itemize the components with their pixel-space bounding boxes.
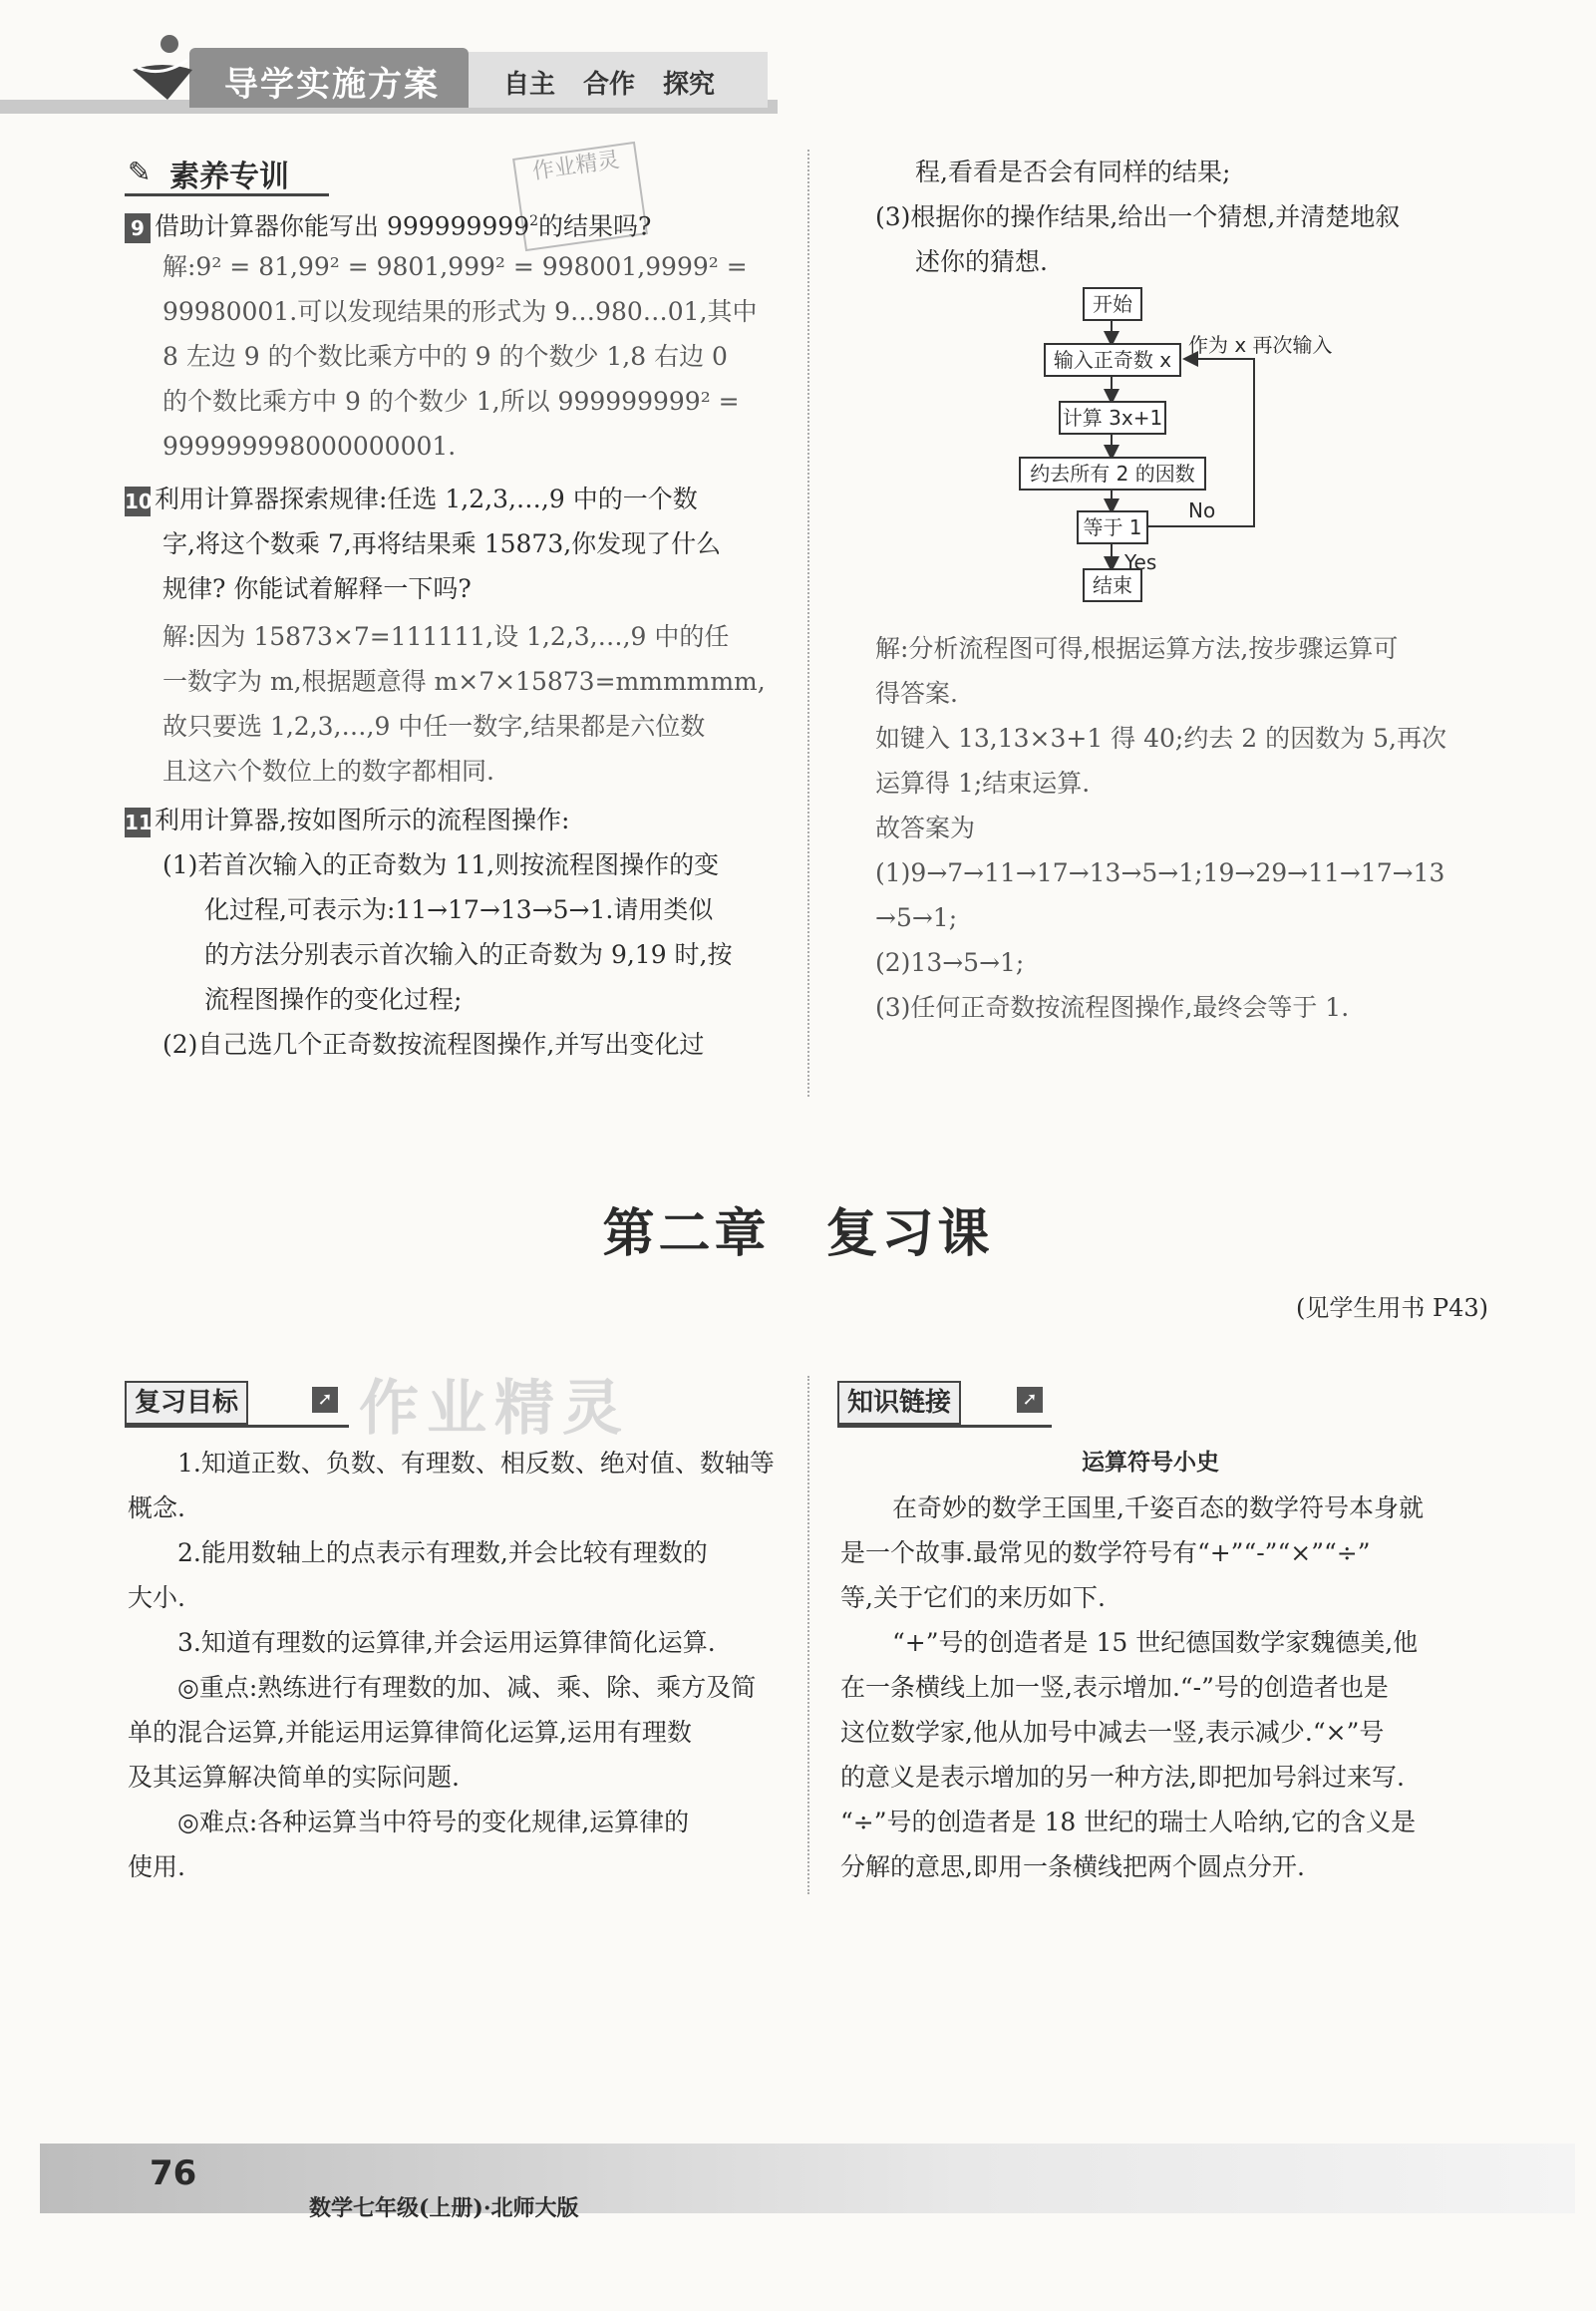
q10-sol-1: 解:因为 15873×7=111111,设 1,2,3,…,9 中的任 [162, 622, 730, 651]
q11-sol-4: 运算得 1;结束运算. [875, 769, 1091, 798]
q11-line-1: 11利用计算器,按如图所示的流程图操作: [125, 798, 569, 842]
q9-number: 9 [125, 213, 151, 243]
flow-calc: 计算 3x+1 [1059, 401, 1166, 435]
goal-1a: 1.知道正数、负数、有理数、相反数、绝对值、数轴等 [177, 1449, 775, 1478]
column-divider-lower [807, 1376, 809, 1894]
q11-sol-7: →5→1; [875, 903, 958, 932]
q10-number: 10 [125, 487, 151, 516]
flow-loop-label: 作为 x 再次输入 [1188, 333, 1333, 357]
q11-line-6: (2)自己选几个正奇数按流程图操作,并写出变化过 [162, 1030, 705, 1059]
q10-sol-4: 且这六个数位上的数字都相同. [162, 757, 494, 786]
arrow-icon: ➚ [312, 1387, 338, 1413]
q9-sol-1: 解:9² = 81,99² = 9801,999² = 998001,9999² = [162, 252, 748, 281]
pencil-arrow-icon: ✎ [128, 156, 152, 188]
q11-sol-1: 解:分析流程图可得,根据运算方法,按步骤运算可 [875, 634, 1399, 663]
q10-line-3: 规律? 你能试着解释一下吗? [162, 574, 472, 603]
flow-start: 开始 [1083, 287, 1142, 321]
q11-sol-3: 如键入 13,13×3+1 得 40;约去 2 的因数为 5,再次 [875, 724, 1446, 753]
column-divider [807, 150, 809, 1097]
q10-line-2: 字,将这个数乘 7,再将结果乘 15873,你发现了什么 [162, 529, 722, 558]
knowledge-p4: “+”号的创造者是 15 世纪德国数学家魏德美,他 [892, 1628, 1419, 1657]
knowledge-p1: 在奇妙的数学王国里,千姿百态的数学符号本身就 [892, 1493, 1424, 1522]
knowledge-p7: 的意义是表示增加的另一种方法,即把加号斜过来写. [840, 1763, 1405, 1792]
watermark-text: 作业精灵 [359, 1374, 630, 1444]
q11-line-3: 化过程,可表示为:11→17→13→5→1.请用类似 [204, 895, 714, 924]
q11-sol-9: (3)任何正奇数按流程图操作,最终会等于 1. [875, 993, 1350, 1022]
q10-line-1: 10利用计算器探索规律:任选 1,2,3,…,9 中的一个数 [125, 477, 698, 521]
footer-band [40, 2144, 1575, 2213]
q11-right-3: 述你的猜想. [915, 247, 1048, 276]
q11-line-5: 流程图操作的变化过程; [204, 985, 463, 1014]
q11-sol-2: 得答案. [875, 679, 958, 708]
knowledge-link-tag: 知识链接 ➚ [837, 1381, 1052, 1428]
flow-equal: 等于 1 [1077, 510, 1148, 544]
header-sub-1: 自主 [503, 70, 556, 100]
flow-end: 结束 [1083, 568, 1142, 602]
goal-2b: 大小. [128, 1583, 185, 1612]
chapter-title: 第二章 复习课 [602, 1204, 994, 1264]
section-tag: 素养专训 [169, 160, 289, 194]
chapter-reference: (见学生用书 P43) [1295, 1294, 1488, 1322]
knowledge-title: 运算符号小史 [1082, 1450, 1219, 1476]
flow-reduce: 约去所有 2 的因数 [1019, 457, 1206, 491]
knowledge-p3: 等,关于它们的来历如下. [840, 1583, 1106, 1612]
q10-sol-3: 故只要选 1,2,3,…,9 中任一数字,结果都是六位数 [162, 712, 706, 741]
header-title: 导学实施方案 [224, 65, 440, 105]
header-sub-2: 合作 [583, 70, 636, 100]
q11-sol-6: (1)9→7→11→17→13→5→1;19→29→11→17→13 [875, 858, 1445, 887]
knowledge-p5: 在一条横线上加一竖,表示增加.“-”号的创造者也是 [840, 1673, 1389, 1702]
q9-stem: 9 借助计算器你能写出 999999999$^2$的结果吗? [125, 199, 651, 248]
page-number: 76 [150, 2153, 197, 2193]
header-subtitle [469, 52, 768, 108]
flow-input: 输入正奇数 x [1044, 343, 1181, 377]
key-point-2: 单的混合运算,并能运用运算律简化运算,运用有理数 [128, 1718, 692, 1747]
flow-no-label: No [1188, 498, 1216, 522]
arrow-icon: ➚ [1017, 1387, 1043, 1413]
goal-2a: 2.能用数轴上的点表示有理数,并会比较有理数的 [177, 1538, 708, 1567]
q11-right-2: (3)根据你的操作结果,给出一个猜想,并清楚地叙 [875, 202, 1401, 231]
goal-3: 3.知道有理数的运算律,并会运用运算律简化运算. [177, 1628, 716, 1657]
review-goals-tag: 复习目标 ➚ [125, 1381, 349, 1428]
q9-sol-5: 999999998000000001. [162, 432, 457, 461]
header-sub-3: 探究 [663, 70, 716, 100]
q9-sol-3: 8 左边 9 的个数比乘方中的 9 的个数少 1,8 右边 0 [162, 342, 728, 371]
goal-1b: 概念. [128, 1493, 185, 1522]
knowledge-p9: 分解的意思,即用一条横线把两个圆点分开. [840, 1852, 1305, 1881]
q11-sol-5: 故答案为 [875, 814, 976, 842]
q10-sol-2: 一数字为 m,根据题意得 m×7×15873=mmmmmm, [162, 667, 766, 696]
q11-right-1: 程,看看是否会有同样的结果; [915, 158, 1231, 186]
difficulty-2: 使用. [128, 1852, 185, 1881]
q9-sol-2: 99980001.可以发现结果的形式为 9…980…01,其中 [162, 297, 758, 326]
q11-sol-8: (2)13→5→1; [875, 948, 1025, 977]
footer-book-title: 数学七年级(上册)·北师大版 [309, 2195, 579, 2221]
knowledge-p8: “÷”号的创造者是 18 世纪的瑞士人哈纳,它的含义是 [840, 1808, 1417, 1836]
key-point-1: ◎重点:熟练进行有理数的加、减、乘、除、乘方及简 [177, 1673, 757, 1702]
key-point-3: 及其运算解决简单的实际问题. [128, 1763, 460, 1792]
q11-line-2: (1)若首次输入的正奇数为 11,则按流程图操作的变 [162, 850, 720, 879]
q11-number: 11 [125, 808, 151, 837]
watermark-stamp: 作业精灵 [512, 142, 648, 251]
difficulty-1: ◎难点:各种运算当中符号的变化规律,运算律的 [177, 1808, 690, 1836]
knowledge-p6: 这位数学家,他从加号中减去一竖,表示减少.“×”号 [840, 1718, 1385, 1747]
q11-line-4: 的方法分别表示首次输入的正奇数为 9,19 时,按 [204, 940, 733, 969]
knowledge-p2: 是一个故事.最常见的数学符号有“+”“-”“×”“÷” [840, 1538, 1371, 1567]
q9-sol-4: 的个数比乘方中 9 的个数少 1,所以 999999999² = [162, 387, 740, 416]
book-logo-icon [128, 30, 197, 102]
flow-yes-label: Yes [1124, 550, 1157, 574]
